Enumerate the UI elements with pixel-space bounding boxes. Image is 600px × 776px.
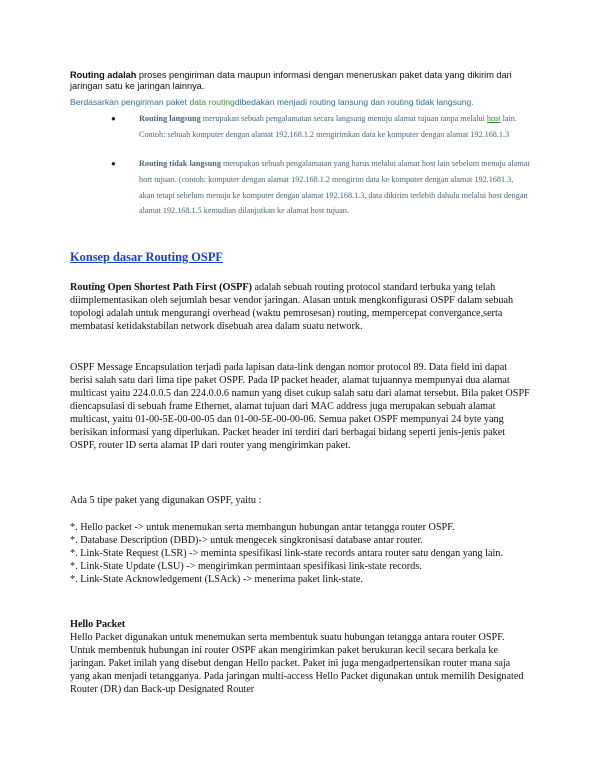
ospf-definition-text: adalah sebuah routing protocol standard terbuka yang telah diimplementasikan oleh sejumlah besar vendor jaringan. Alasan untuk mengkonfigurasi OSPF dalam sebuah topologi adalah untuk mengurangi overhead (waktu pemrosesan) routing, mempercepat convergance,serta membatasi ketidakstabilan network disebuah area dalam suatu network. bbox=[70, 282, 514, 332]
ospf-encapsulation-paragraph: OSPF Message Encapsulation terjadi pada lapisan data-link dengan nomor protocol 89. Data field ini dapat berisi salah satu dari lima tipe paket OSPF. Pada IP packet header, alamat tujuannya mempunyai dua alamat multicast yaitu 224.0.0.5 dan 224.0.0.6 namun yang diset cukup salah satu dari alamat tersebut. Bila paket OSPF diencapsulasi di sebuah frame Ethernet, alamat tujuan dari MAC address juga merupakan sebuah alamat multicast, yaitu 01-00-5E-00-00-05 dan 01-00-5E-00-00-06. Semua paket OSPF mempunyai 24 byte yang berisikan informasi yang diperlukan. Packet header ini terdiri dari berbagai bidang seperti jenis-jenis paket OSPF, router ID serta alamat IP dari router yang mengirimkan paket. bbox=[70, 362, 530, 451]
bullet-text bbox=[115, 111, 530, 143]
basis-highlight: data routing bbox=[189, 97, 235, 107]
ospf-definition-paragraph bbox=[70, 281, 530, 333]
bullet-routing-tidak-langsung bbox=[111, 156, 530, 219]
list-item: *. Link-State Update (LSU) -> mengirimkan permintaan spesifikasi link-state records. bbox=[70, 561, 422, 572]
bullet-dot-icon: ● bbox=[111, 114, 116, 123]
list-item: *. Database Description (DBD)-> untuk mengecek singkronisasi database antar router. bbox=[70, 535, 423, 546]
routing-basis-paragraph bbox=[70, 97, 530, 107]
bullet-text-before: merupakan sebuah pengalamatan secara langsung menuju alamat tujuan tanpa melalui bbox=[200, 114, 487, 123]
host-link[interactable]: host bbox=[486, 114, 501, 123]
packet-types-intro: Ada 5 tipe paket yang digunakan OSPF, yaitu : bbox=[70, 495, 262, 506]
bullet-text-before: merupakan sebuah pengalamatan yang harus melalui alamat host lain sebelum menuju alamat hort tujuan. (contoh: komputer dengan alamat 192.168.1.2 mengirim data ke komputer dengan alamat 192.1681.3, akan tetapi sebelum menuju ke komputer dengan alamat 192.168.1.3, data dikirim terlebih dahulu melalui host dengan alamat 192.168.1.5 kemudian dilanjutkan ke alamat host tujuan. bbox=[139, 159, 530, 216]
hello-packet-paragraph: Hello Packet digunakan untuk menemukan serta membentuk suatu hubungan tetangga antara router OSPF. Untuk membentuk hubungan ini router OSPF akan mengirimkan paket berukuran kecil secara berkala ke jaringan. Paket inilah yang disebut dengan Hello packet. Paket ini juga mengadpertensikan router mana saja yang akan menjadi tetangganya. Pada jaringan multi-access Hello Packet digunakan untuk memilih Designated Router (DR) dan Back-up Designated Router bbox=[70, 632, 524, 695]
list-item: *. Hello packet -> untuk menemukan serta membangun hubungan antar tetangga router OSPF. bbox=[70, 522, 455, 533]
basis-text-before: Berdasarkan pengiriman paket bbox=[70, 97, 190, 107]
bullet-text bbox=[115, 156, 530, 219]
list-item: *. Link-State Acknowledgement (LSAck) -> menerima paket link-state. bbox=[70, 574, 363, 585]
list-item: *. Link-State Request (LSR) -> meminta spesifikasi link-state records antara router satu dengan yang lain. bbox=[70, 548, 503, 559]
ospf-term: Routing Open Shortest Path First (OSPF) bbox=[70, 282, 252, 293]
bullet-dot-icon: ● bbox=[111, 159, 116, 168]
hello-packet-title: Hello Packet bbox=[70, 619, 126, 630]
intro-text: proses pengiriman data maupun informasi dengan meneruskan paket data yang dikirim dari jaringan satu ke jaringan lainnya. bbox=[70, 70, 512, 91]
bullet-routing-langsung bbox=[111, 111, 530, 143]
intro-term: Routing adalah bbox=[70, 70, 137, 80]
section-heading-link[interactable]: Konsep dasar Routing OSPF bbox=[70, 250, 223, 264]
basis-text-after: dibedakan menjadi routing lansung dan routing tidak langsung. bbox=[234, 97, 474, 107]
bullet-term: Routing tidak langsung bbox=[139, 159, 221, 168]
bullet-term: Routing langsung bbox=[139, 114, 201, 123]
intro-paragraph bbox=[70, 70, 530, 91]
bullet-text-after: lain. Contoh: sebuah komputer dengan alamat 192.168.1.2 mengirimkan data ke komputer dengan alamat 192.168.1.3 bbox=[139, 114, 517, 139]
packet-types-list bbox=[70, 521, 530, 586]
